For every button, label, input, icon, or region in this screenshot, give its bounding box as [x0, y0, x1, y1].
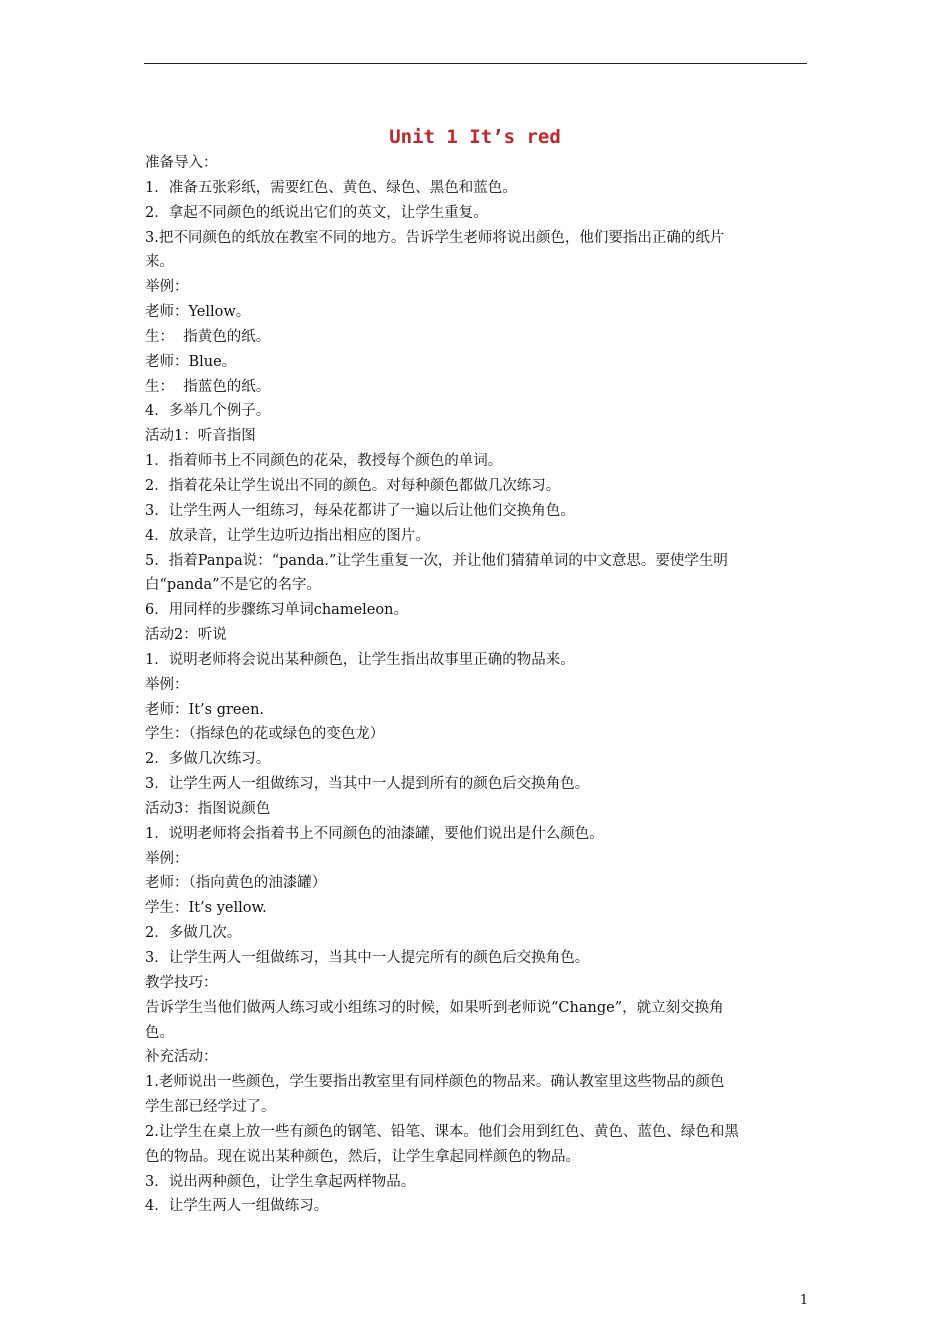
- text-line: 3．让学生两人一组练习，每朵花都讲了一遍以后让他们交换角色。: [145, 502, 575, 519]
- text-line: 4．多举几个例子。: [145, 403, 271, 420]
- text-line: 2.让学生在桌上放一些有颜色的钢笔、铅笔、课本。他们会用到红色、黄色、蓝色、绿色和黑: [145, 1123, 739, 1140]
- text-line: 2．拿起不同颜色的纸说出它们的英文，让学生重复。: [145, 204, 488, 221]
- text-line: 5．指着Panpa说：“panda.”让学生重复一次，并让他们猜猜单词的中文意思。要使学生明: [145, 552, 728, 569]
- text-line: 学生部已经学过了。: [145, 1099, 276, 1116]
- text-line: 老师：It’s green.: [145, 701, 265, 718]
- text-line: 举例：: [145, 850, 189, 867]
- text-line: 学生：（指绿色的花或绿色的变色龙）: [145, 726, 385, 743]
- text-line: 3．说出两种颜色，让学生拿起两样物品。: [145, 1173, 416, 1190]
- text-line: 3．让学生两人一组做练习，当其中一人提完所有的颜色后交换角色。: [145, 950, 590, 966]
- text-line: 白“panda”不是它的名字。: [145, 577, 322, 594]
- text-line: 4．让学生两人一组做练习。: [145, 1198, 329, 1215]
- text-line: 老师：Yellow。: [145, 304, 251, 321]
- text-line: 生： 指黄色的纸。: [145, 328, 271, 345]
- text-line: 2．多做几次。: [145, 925, 242, 942]
- text-line: 1．准备五张彩纸，需要红色、黄色、绿色、黑色和蓝色。: [145, 179, 517, 196]
- text-line: 色的物品。现在说出某种颜色，然后，让学生拿起同样颜色的物品。: [145, 1148, 580, 1165]
- text-line: 学生：It’s yellow.: [145, 900, 267, 917]
- header-rule: [144, 63, 807, 64]
- text-line: 教学技巧：: [145, 974, 218, 991]
- text-line: 活动2：听说: [145, 627, 227, 644]
- text-line: 1.老师说出一些颜色，学生要指出教室里有同样颜色的物品来。确认教室里这些物品的颜色: [145, 1074, 725, 1091]
- text-line: 准备导入：: [145, 155, 218, 171]
- text-line: 告诉学生当他们做两人练习或小组练习的时候，如果听到老师说“Change”，就立刻交换角: [145, 999, 724, 1016]
- text-line: 活动1：听音指图: [145, 428, 256, 445]
- page-number: 1: [799, 1293, 809, 1308]
- text-line: 6．用同样的步骤练习单词chameleon。: [145, 602, 408, 619]
- text-line: 老师：（指向黄色的油漆罐）: [145, 875, 327, 892]
- text-line: 色。: [145, 1024, 174, 1041]
- text-line: 2．指着花朵让学生说出不同的颜色。对每种颜色都做几次练习。: [145, 477, 561, 494]
- text-line: 补充活动：: [145, 1049, 218, 1066]
- text-line: 1．说明老师将会说出某种颜色，让学生指出故事里正确的物品来。: [145, 651, 575, 668]
- text-line: 2．多做几次练习。: [145, 751, 271, 768]
- document-body: [145, 151, 813, 1219]
- text-line: 老师：Blue。: [145, 353, 237, 370]
- text-line: 活动3：指图说颜色: [145, 800, 271, 817]
- text-line: 3．让学生两人一组做练习，当其中一人提到所有的颜色后交换角色。: [145, 776, 590, 793]
- text-line: 举例：: [145, 676, 189, 693]
- text-line: 来。: [145, 254, 174, 271]
- text-line: 生： 指蓝色的纸。: [145, 378, 271, 395]
- document-title: Unit 1 It’s red: [389, 126, 561, 148]
- text-line: 1．指着师书上不同颜色的花朵，教授每个颜色的单词。: [145, 453, 503, 470]
- text-line: 4．放录音，让学生边听边指出相应的图片。: [145, 527, 430, 544]
- text-line: 1．说明老师将会指着书上不同颜色的油漆罐，要他们说出是什么颜色。: [145, 825, 604, 842]
- text-line: 3.把不同颜色的纸放在教室不同的地方。告诉学生老师将说出颜色，他们要指出正确的纸片: [145, 229, 725, 246]
- text-line: 举例：: [145, 279, 189, 296]
